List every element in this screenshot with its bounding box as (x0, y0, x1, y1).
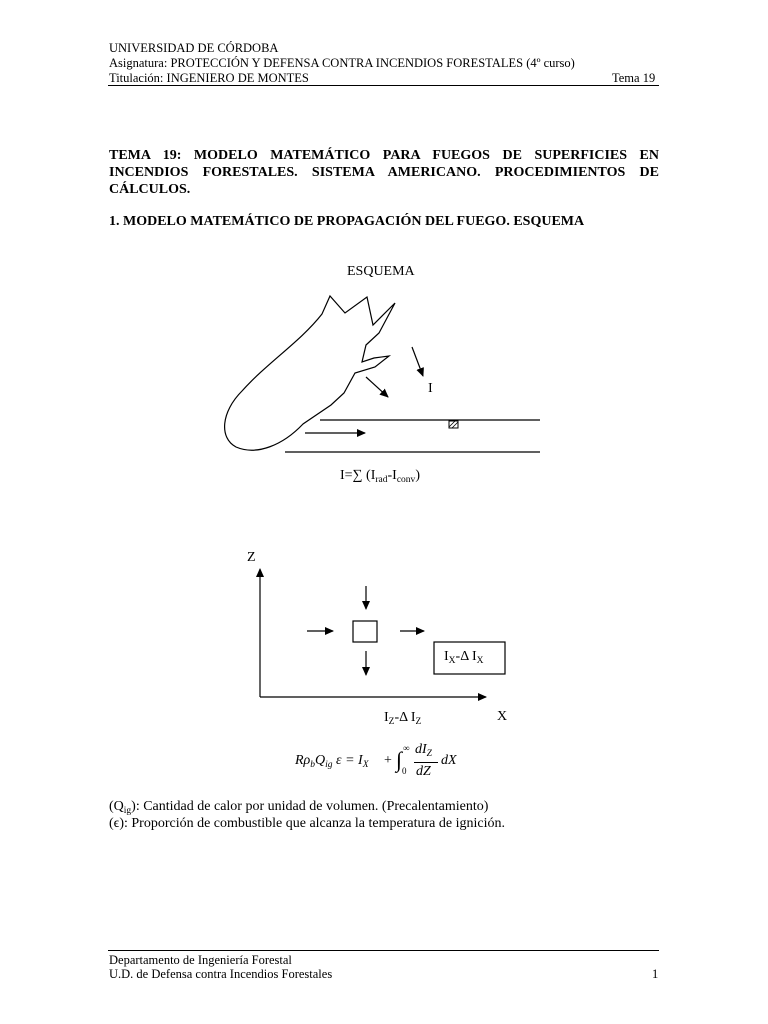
fuel-element (449, 421, 458, 428)
figure-caption: ESQUEMA (347, 264, 415, 279)
intensity-label: I (428, 381, 433, 396)
definition-epsilon: (ϵ): Proporción de combustible que alcanza la temperatura de ignición. (109, 816, 505, 831)
document-title: TEMA 19: MODELO MATEMÁTICO PARA FUEGOS DE SUPERFICIES EN INCENDIOS FORESTALES. SISTEMA AMERICANO. PROCEDIMIENTOS DE CÁLCULOS. (109, 148, 659, 197)
intensity-formula: I=∑ $(I_{rad}-I_{conv})$ (340, 468, 420, 485)
page-number: 1 (652, 967, 659, 981)
section-heading: 1. MODELO MATEMÁTICO DE PROPAGACIÓN DEL FUEGO. ESQUEMA (109, 214, 585, 229)
radiation-arrow-1 (412, 347, 423, 376)
outflow-x-label: $I_X-\Delta$ $I_X$ (444, 649, 484, 666)
outflow-z-label: $I_Z-\Delta$ $I_Z$ (384, 710, 422, 727)
control-volume-box (353, 621, 377, 642)
z-axis-label: Z (247, 550, 256, 565)
footer-unit: U.D. de Defensa contra Incendios Forestales (109, 967, 333, 981)
fraction-bar (414, 762, 438, 763)
radiation-arrow-2 (366, 377, 388, 397)
definition-q: $(Q_{ig})$: Cantidad de calor por unidad de volumen. (Precalentamiento) (109, 799, 489, 816)
header-degree: Titulación: INGENIERO DE MONTES (109, 71, 309, 85)
header-university: UNIVERSIDAD DE CÓRDOBA (109, 41, 279, 55)
header-topic: Tema 19 (612, 71, 656, 85)
footer-department: Departamento de Ingeniería Forestal (109, 953, 292, 967)
energy-balance-equation: $R\rho_bQ_{ig}$ $\varepsilon = I_X$ + ∫ ∞ 0 $dI_Z$ dZ dX (295, 742, 457, 779)
footer-rule (108, 950, 659, 951)
x-axis-label: X (497, 709, 508, 724)
flame-outline (225, 296, 395, 450)
header-subject: Asignatura: PROTECCIÓN Y DEFENSA CONTRA INCENDIOS FORESTALES (4º curso) (109, 56, 575, 70)
